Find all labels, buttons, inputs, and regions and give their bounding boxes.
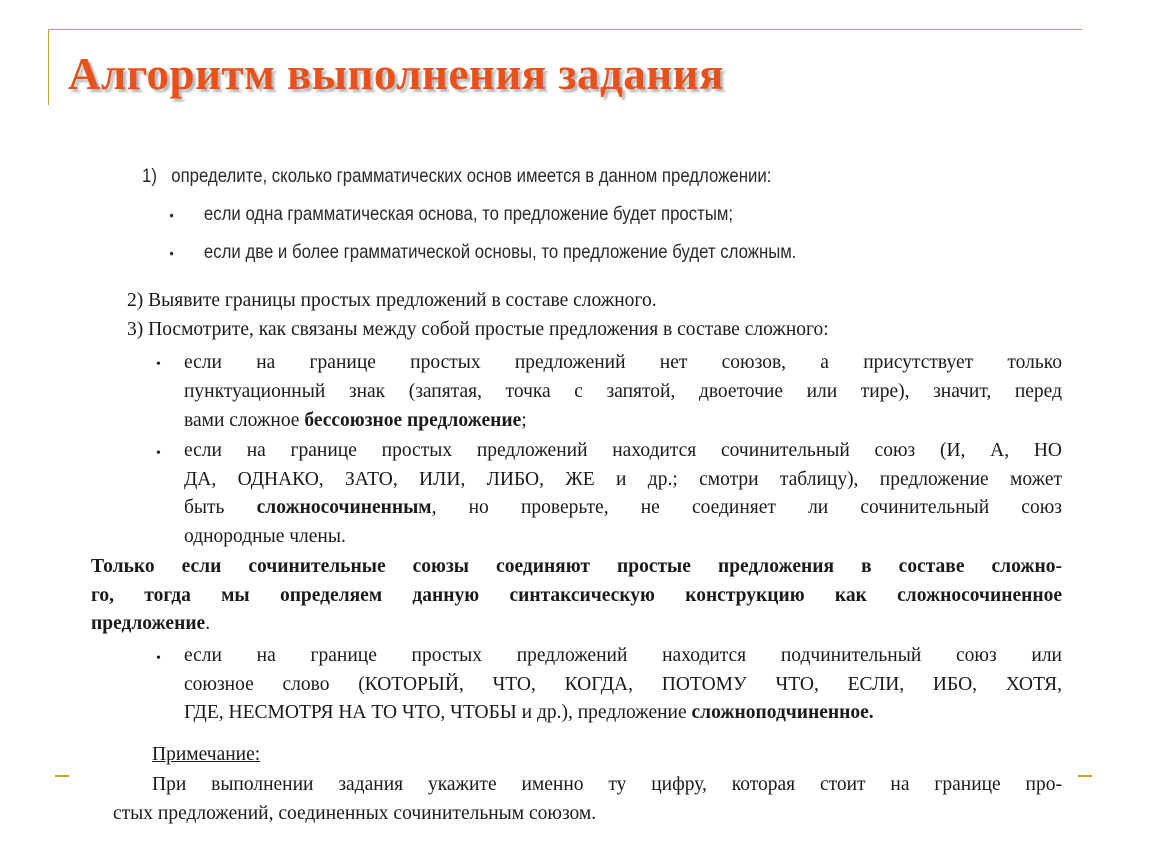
bullet-b-line-1: если на границе простых предложений находится сочинительный союз (И, А, НО — [184, 440, 1062, 461]
bullet-b-line-2: ДА, ОДНАКО, ЗАТО, ИЛИ, ЛИБО, ЖЕ и др.; смотри таблицу), предложение может — [184, 469, 1062, 490]
term-compound: сложносочиненным — [256, 497, 432, 518]
bullet-b-line-3: быть сложносочиненным, но проверьте, не соединяет ли сочинительный союз — [184, 497, 1062, 518]
frame-top-line — [48, 29, 1082, 30]
step-1-text: определите, сколько грамматических основ имеется в данном предложении: — [171, 165, 772, 187]
note-line-3: предложение. — [91, 613, 211, 634]
bullet-c-line-2: союзное слово (КОТОРЫЙ, ЧТО, КОГДА, ПОТОМУ ЧТО, ЕСЛИ, ИБО, ХОТЯ, — [184, 674, 1062, 695]
step-1-bullet-2: если две и более грамматической основы, то предложение будет сложным. — [203, 241, 797, 263]
bullet-icon: • — [169, 207, 174, 223]
remark-line-2: стых предложений, соединенных сочинительным союзом. — [113, 803, 597, 824]
note-line-1: Только если сочинительные союзы соединяют простые предложения в составе сложно- — [91, 556, 1062, 577]
footer-tick-left — [55, 775, 69, 777]
bullet-b-line-4: однородные члены. — [184, 526, 346, 547]
bullet-a-line-2: пунктуационный знак (запятая, точка с запятой, двоеточие или тире), значит, перед — [184, 381, 1062, 402]
bullet-c-line-3: ГДЕ, НЕСМОТРЯ НА ТО ЧТО, ЧТОБЫ и др.), предложение сложноподчиненное. — [184, 702, 874, 723]
step-2-text: 2) Выявите границы простых предложений в составе сложного. — [127, 290, 657, 311]
bullet-icon: • — [156, 357, 161, 372]
remark-heading: Примечание: — [152, 744, 261, 765]
bullet-icon: • — [169, 245, 174, 261]
step-1-bullet-1: если одна грамматическая основа, то предложение будет простым; — [203, 203, 734, 225]
bullet-a-line-3: вами сложное бессоюзное предложение; — [184, 410, 527, 431]
bullet-c-line-1: если на границе простых предложений находится подчинительный союз или — [184, 645, 1062, 666]
note-line-2: го, тогда мы определяем данную синтаксическую конструкцию как сложносочиненное — [91, 585, 1062, 606]
bullet-icon: • — [156, 446, 161, 461]
bullet-a-line-1: если на границе простых предложений нет союзов, а присутствует только — [184, 352, 1062, 373]
step-3-text: 3) Посмотрите, как связаны между собой простые предложения в составе сложного: — [127, 319, 829, 340]
footer-tick-right — [1078, 775, 1092, 777]
term-asyndetic: бессоюзное предложение — [304, 410, 522, 431]
page-title: Алгоритм выполнения задания — [68, 49, 724, 99]
bullet-icon: • — [156, 651, 161, 666]
remark-line-1: При выполнении задания укажите именно ту цифру, которая стоит на границе про- — [152, 774, 1062, 795]
term-complex: сложноподчиненное. — [691, 702, 874, 723]
frame-left-line — [48, 29, 49, 105]
step-1-number: 1) — [142, 165, 157, 187]
